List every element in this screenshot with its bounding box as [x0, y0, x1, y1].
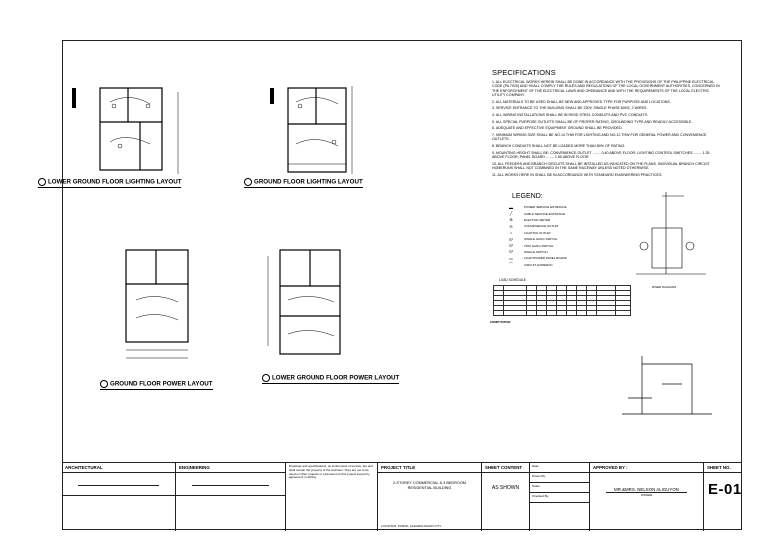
spec-item: 2. ALL MATERIALS TO BE USED SHALL BE NEW AND APPROVED TYPE FOR PURPOSE AND LOCATIONS. [492, 99, 671, 104]
sheet-number: E-01 [708, 481, 742, 498]
engineering-cell [176, 463, 286, 531]
legend-label: POWER SERVICE ENTRANCE [524, 205, 567, 210]
legend-label: LIGHT/POWER PANEL BOARD [524, 256, 567, 261]
lower-ground-lighting-plan [70, 82, 190, 182]
legend-section [498, 193, 618, 268]
load-schedule-table [493, 285, 631, 316]
ground-power-title: GROUND FLOOR POWER LAYOUT [100, 380, 213, 390]
sheet-no-cell [704, 463, 742, 531]
section-tag-icon [244, 178, 252, 186]
riser-label: RISER DIAGRAM [652, 285, 677, 289]
spec-item: 6. ADEQUATE AND EFFECTIVE EQUIPMENT GROUND SHALL BE PROVIDED. [492, 126, 623, 131]
disclaimer-text: Drawings and specifications, as instruments of service, are and shall remain the property of the Architect. They are not to be used on other projects or extensions to this project except by agreement in writing. [289, 464, 373, 480]
spec-item: 9. MOUNTING HEIGHT SHALL BE: CONVENIENCE OUTLET ........ 0.40 ABOVE FLOOR; LIGHTING CONTROL SWITCHES ........ 1.35 ABOVE FLOOR; PANEL BOARD ........ 1.50 ABOVE FLOOR [492, 150, 710, 159]
lower-ground-lighting-title: LOWER GROUND FLOOR LIGHTING LAYOUT [38, 178, 181, 188]
ground-power-plan [118, 246, 198, 376]
section-tag-icon [100, 380, 108, 388]
owner-name: MR.&MRS. NELSON ALIGUYON [614, 487, 679, 492]
computation-heading: COMPUTATION [490, 320, 511, 324]
drawn-by-field: Drawn By: [530, 473, 589, 483]
legend-label: SINGLE GANG SWITCH [524, 237, 558, 242]
date-field: Date: [530, 463, 589, 473]
approved-label: APPROVED BY : [590, 463, 703, 473]
lower-ground-power-plan [264, 246, 354, 366]
section-tag-icon [38, 178, 46, 186]
sheet-content-value: AS SHOWN [491, 485, 520, 491]
owner-role: OWNER [640, 493, 653, 497]
computation-note [490, 321, 510, 324]
checked-by-field: Checked By: [530, 493, 589, 503]
lower-ground-power-title: LOWER GROUND FLOOR POWER LAYOUT [262, 374, 399, 384]
architectural-label: ARCHITECTURAL [62, 463, 175, 473]
cable-entrance-icon: ╱ [509, 211, 513, 217]
legend-label: SINGLE SWITCH [524, 249, 548, 254]
sheet-content-cell [482, 463, 530, 531]
switch-icon: S¹ [509, 236, 513, 242]
legend-heading: LEGEND: [512, 193, 543, 200]
spec-item: 10. ALL FEEDERS AND BRANCH CIRCUITS SHALL BE INSTALLED AS INDICATED ON THE PLANS. INDIVIDUAL BRANCH CIRCUIT HOMERUNS SHALL NOT COMBINED IN THE SAME RACEWAY UNLESS NOTED OTHERWISE. [492, 161, 710, 170]
legend-row [498, 262, 618, 268]
switch-icon: S² [509, 243, 513, 249]
meter-icon: ⊕ [509, 217, 513, 223]
approved-cell [590, 463, 704, 531]
riser-diagram [636, 188, 710, 300]
project-title-label: PROJECT TITLE [378, 463, 481, 473]
legend-label: CONVENIENCE OUTLET [524, 224, 559, 229]
legend-label: TWO GANG SWITCH [524, 243, 554, 248]
legend-label: ELECTRIC METER [524, 217, 551, 222]
homerun-icon: ⌒ [509, 261, 513, 267]
architectural-cell [62, 463, 176, 531]
sheet-content-label: SHEET CONTENT [482, 463, 529, 473]
scale-field: Scale: [530, 483, 589, 493]
title-block [62, 462, 742, 531]
legend-label: LIGHTING OUTLET [524, 230, 551, 235]
ground-lighting-plan [260, 82, 370, 182]
specifications-heading: SPECIFICATIONS [492, 68, 556, 77]
specifications-section [492, 68, 722, 179]
spec-item: 3. SERVICE ENTRANCE TO THE BUILDING SHALL BE 230V, SINGLE PHASE,60HZ, 2 WIRES. [492, 106, 648, 111]
legend-label: CABLE SERVICE ENTRANCE [524, 211, 566, 216]
spec-item: 7. MINIMUM WIRING SIZE SHALL BE NO.14 THW FOR LIGHTING AND NO.12 THW FOR GENERAL POWER AND CONVENIENCE OUTLETS. [492, 133, 707, 142]
switch-icon: S³ [509, 249, 513, 255]
spec-item: 5. ALL SPECIAL PURPOSE OUTLETS SHALL BE OF PROPER RATING, GROUNDING TYPE AND READILY ACCESSIBLE. [492, 119, 693, 124]
power-entrance-icon: ▬ [509, 204, 513, 210]
spec-item: 11. ALL WORKS HERE IN SHALL BE IN ACCORDANCE WITH STANDARD ENGINEERING PRACTICES. [492, 172, 663, 177]
panel-board-icon: ▭ [509, 255, 513, 261]
light-icon: ○ [509, 230, 513, 236]
sheet-no-label: SHEET NO. [704, 463, 742, 473]
spec-item: 1. ALL ELECTRICAL WORKS HEREIN SHALL BE DONE IN ACCORDANCE WITH THE PROVISIONS OF THE PHILIPPINE ELECTRICAL CODE (PA 7920) AND SHALL COMPLY THE RULES AND REGULATIONS OF THE LOCAL GOVERNMENT AUTHORITIES, CONCERNED IN THE ENFORCEMENT OF THE ELECTRICAL LAWS AND ORDINANCE AND WITH THE REQUIREMENTS OF THE LOCAL ELECTRIC UTILITY COMPANY. [492, 80, 720, 97]
outlet-icon: ⊖ [509, 223, 513, 229]
engineering-label: ENGINEERING [176, 463, 285, 473]
section-tag-icon [262, 374, 270, 382]
ground-lighting-title: GROUND FLOOR LIGHTING LAYOUT [244, 178, 363, 188]
disclaimer-cell [286, 463, 378, 531]
drawing-info-cell [530, 463, 590, 531]
project-title: 2-STOREY COMMERCIAL & 3 BEDROOM RESIDENTIAL BUILDING [393, 481, 466, 490]
spec-item: 8. BRANCH CONDUITS SHALL NOT BE LOADED MORE THAN 80% OF RATING. [492, 144, 626, 148]
load-schedule-label: LOAD SCHEDULE [499, 278, 526, 282]
project-location: LOCATION: PUROK, ALEGRIA DAVAO CITY [381, 524, 442, 528]
grounding-detail [612, 354, 722, 422]
spec-item: 4. ALL WIRING INSTALLATIONS SHALL BE IN RIGID STEEL CONDUITS AND PVC CONDUITS. [492, 112, 649, 117]
project-title-cell [378, 463, 482, 531]
legend-label: CIRCUIT HOMERUN [524, 262, 553, 267]
